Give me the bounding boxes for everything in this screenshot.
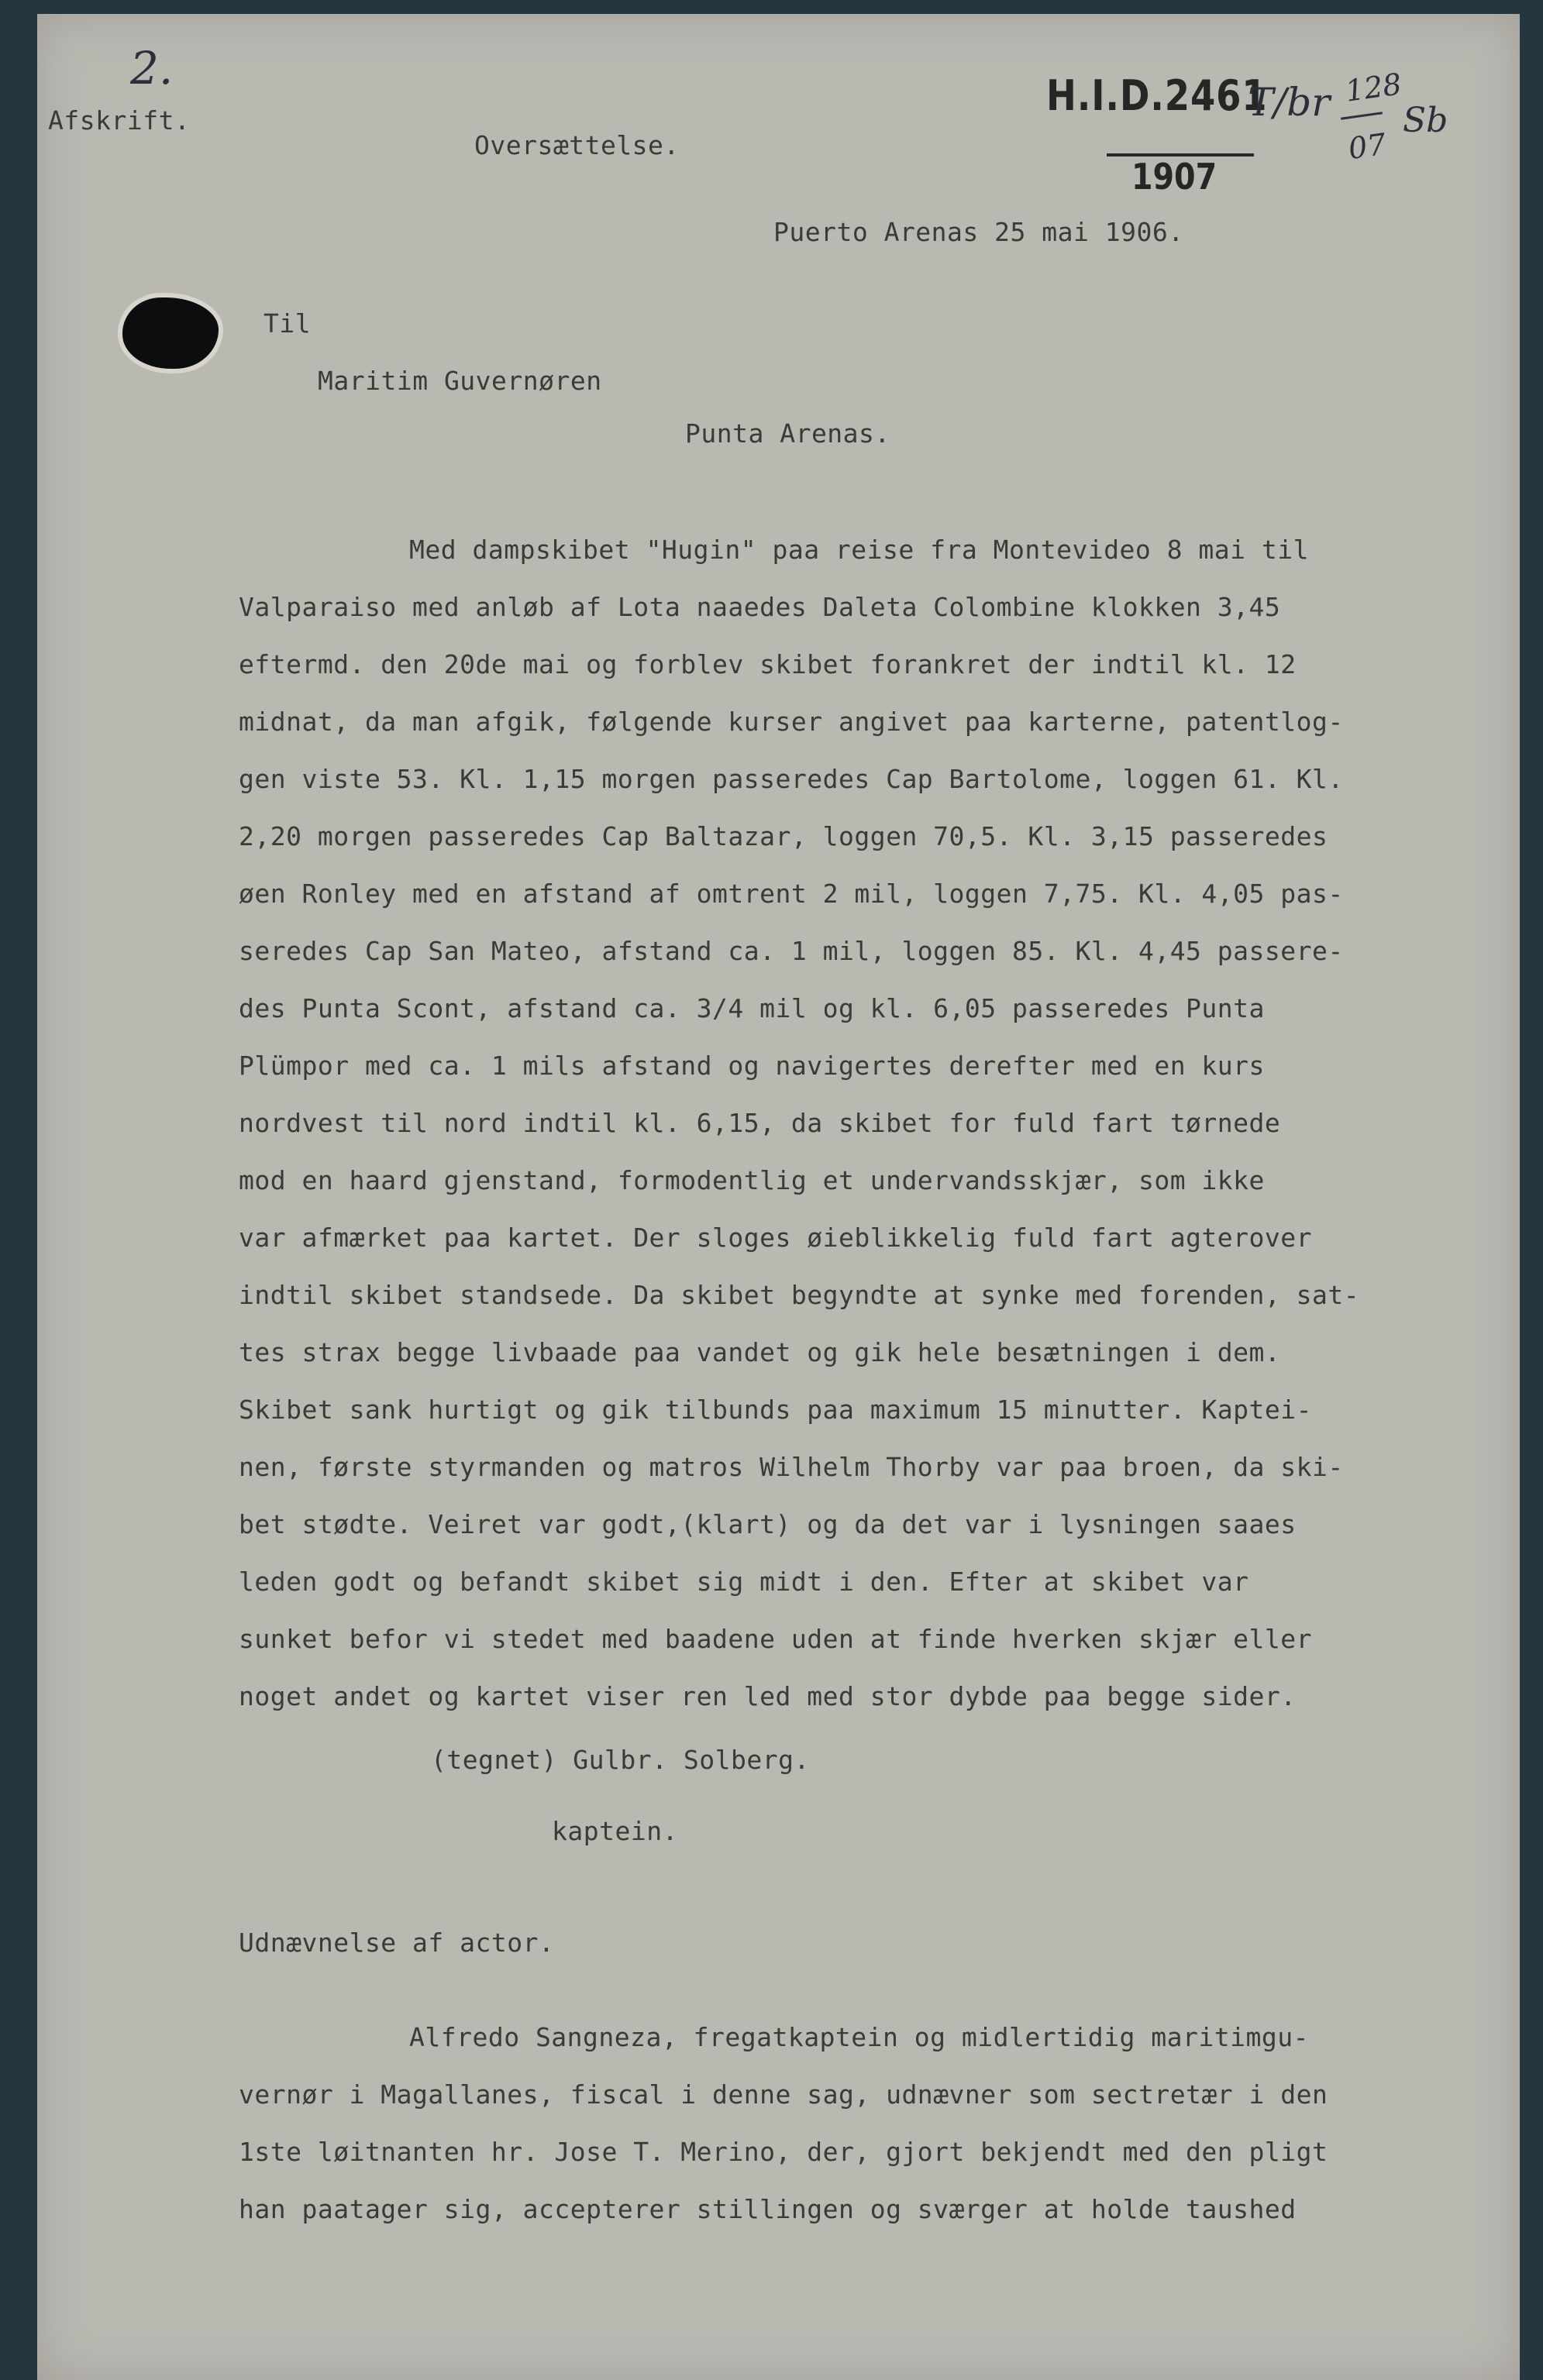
report-line: noget andet og kartet viser ren led med stor dybde paa begge sider. [239,1681,1297,1711]
appointment-line: han paatager sig, accepterer stillingen og sværger at holde taushed [239,2194,1297,2224]
address-city: Punta Arenas. [685,418,890,449]
report-line: des Punta Scont, afstand ca. 3/4 mil og kl. 6,05 passeredes Punta [239,993,1265,1023]
report-line: øen Ronley med en afstand af omtrent 2 mil, loggen 7,75. Kl. 4,05 pas- [239,879,1344,909]
appointment-line: 1ste løitnanten hr. Jose T. Merino, der, gjort bekjendt med den pligt [239,2137,1328,2167]
appointment-line: Alfredo Sangneza, fregatkaptein og midlertidig maritimgu- [409,2022,1309,2052]
stamp-handwritten-mark: T/br [1248,80,1331,125]
margin-note: 2. [130,42,174,95]
archive-stamp: H.I.D.2461 [1046,71,1268,120]
report-line: sunket befor vi stedet med baadene uden at finde hverken skjær eller [239,1624,1313,1654]
address-to: Til [263,308,312,339]
report-line: Med dampskibet "Hugin" paa reise fra Montevideo 8 mai til [409,535,1309,565]
report-line: nordvest til nord indtil kl. 6,15, da skibet for fuld fart tørnede [239,1108,1281,1138]
appointment-heading: Udnævnelse af actor. [239,1928,555,1958]
report-line: eftermd. den 20de mai og forblev skibet forankret der indtil kl. 12 [239,649,1297,679]
report-line: var afmærket paa kartet. Der sloges øieblikkelig fuld fart agterover [239,1223,1313,1253]
report-line: bet stødte. Veiret var godt,(klart) og da det var i lysningen saaes [239,1509,1297,1539]
appointment-line: vernør i Magallanes, fiscal i denne sag, udnævner som sectretær i den [239,2079,1328,2110]
fraction-top: 128 [1343,67,1404,108]
document-title: Oversættelse. [474,130,680,160]
report-line: Plümpor med ca. 1 mils afstand og navigertes derefter med en kurs [239,1051,1265,1081]
report-line: gen viste 53. Kl. 1,15 morgen passeredes Cap Bartolome, loggen 61. Kl. [239,764,1344,794]
place-date: Puerto Arenas 25 mai 1906. [773,217,1184,247]
report-line: Skibet sank hurtigt og gik tilbunds paa maximum 15 minutter. Kaptei- [239,1395,1313,1425]
punched-hole [122,298,219,369]
fraction-bottom: 07 [1346,126,1389,167]
report-line: nen, første styrmanden og matros Wilhelm Thorby var paa broen, da ski- [239,1452,1344,1482]
report-line: Valparaiso med anløb af Lota naaedes Daleta Colombine klokken 3,45 [239,592,1281,622]
report-line: seredes Cap San Mateo, afstand ca. 1 mil, loggen 85. Kl. 4,45 passere- [239,936,1344,966]
document-label: Afskrift. [48,105,191,136]
report-line: midnat, da man afgik, følgende kurser angivet paa karterne, patentlog- [239,707,1344,737]
report-line: tes strax begge livbaade paa vandet og gik hele besætningen i dem. [239,1337,1281,1367]
report-line: mod en haard gjenstand, formodentlig et undervandsskjær, som ikke [239,1165,1265,1195]
address-recipient: Maritim Guvernøren [318,366,602,396]
stamp-year: 1907 [1131,156,1218,198]
report-line: 2,20 morgen passeredes Cap Baltazar, loggen 70,5. Kl. 3,15 passeredes [239,821,1328,851]
handwritten-initials: Sb [1403,101,1448,140]
signature-title: kaptein. [552,1816,678,1846]
report-line: leden godt og befandt skibet sig midt i den. Efter at skibet var [239,1567,1249,1597]
signature: (tegnet) Gulbr. Solberg. [431,1745,810,1775]
report-line: indtil skibet standsede. Da skibet begyndte at synke med forenden, sat- [239,1280,1360,1310]
